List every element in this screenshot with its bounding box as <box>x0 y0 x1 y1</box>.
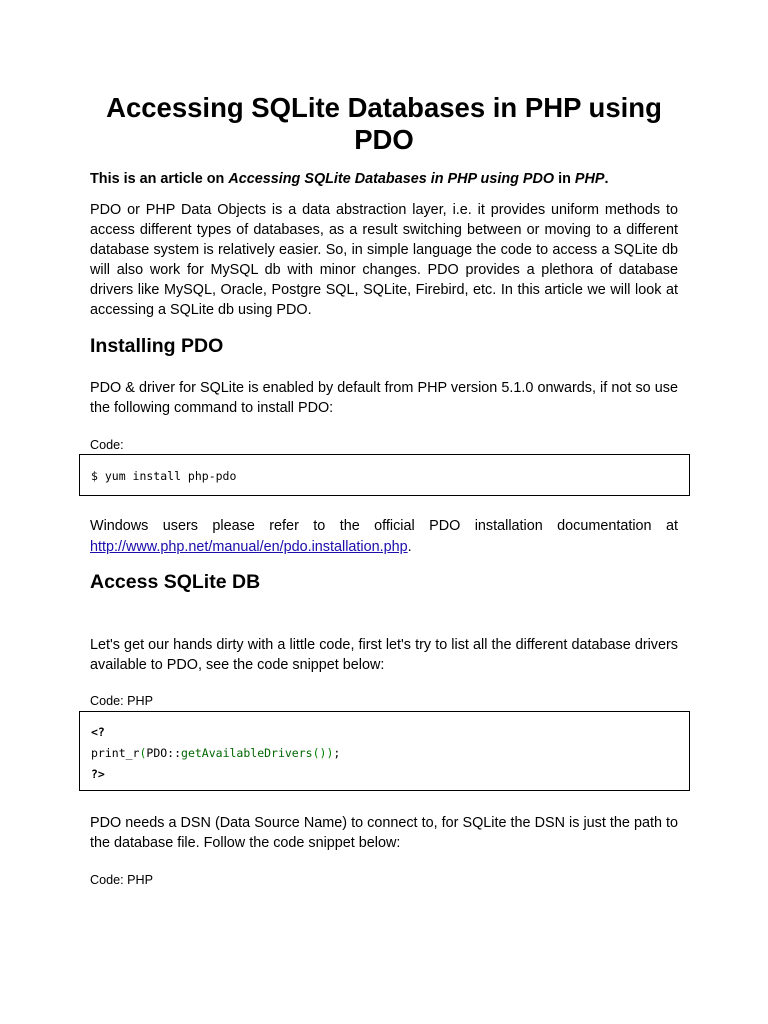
installing-paragraph: PDO & driver for SQLite is enabled by default from PHP version 5.1.0 onwards, if not so use the following command to install PDO: <box>90 380 678 416</box>
code-paren: ) <box>326 746 334 760</box>
code-label-php-1: Code: PHP <box>90 694 153 708</box>
page-title: Accessing SQLite Databases in PHP using PDO <box>106 92 662 155</box>
windows-paragraph <box>90 516 678 536</box>
php-open-tag: <? <box>91 725 105 739</box>
windows-link-line <box>90 537 678 557</box>
code-method: getAvailableDrivers <box>181 746 313 760</box>
section-heading-access-sqlite: Access SQLite DB <box>90 571 261 593</box>
code-paren: ( <box>139 746 147 760</box>
intro-middle: in <box>554 171 575 187</box>
intro-suffix: . <box>604 171 609 187</box>
code-line <box>91 743 689 764</box>
code-line: $ yum install php-pdo <box>91 469 237 483</box>
windows-text: Windows users please refer to the official PDO installation documentation at <box>90 518 678 534</box>
pdo-installation-link[interactable]: http://www.php.net/manual/en/pdo.installation.php <box>90 539 408 555</box>
code-semicolon: ; <box>333 746 341 760</box>
link-suffix: . <box>407 539 412 555</box>
code-block-drivers <box>79 711 690 791</box>
code-label-install: Code: <box>90 438 124 452</box>
intro-paragraph: PDO or PHP Data Objects is a data abstraction layer, i.e. it provides uniform methods to access different types of databases, as a result switching between or moving to a different database system is relatively easier. So, in simple language the code to access a SQLite db will also work for MySQL db with minor changes. PDO provides a plethora of database drivers like MySQL, Oracle, Postgre SQL, SQLite, Firebird, etc. In this article we will look at accessing a SQLite db using PDO. <box>90 202 678 318</box>
php-close-tag: ?> <box>91 767 105 781</box>
code-class: PDO:: <box>146 746 182 760</box>
intro-category: PHP <box>574 171 605 187</box>
code-block-install <box>79 454 690 496</box>
intro-line <box>90 170 690 188</box>
section-heading-installing-pdo: Installing PDO <box>90 335 224 357</box>
dsn-paragraph: PDO needs a DSN (Data Source Name) to connect to, for SQLite the DSN is just the path to the database file. Follow the code snippet below: <box>90 815 678 851</box>
code-paren: () <box>312 746 327 760</box>
intro-prefix: This is an article on <box>90 171 229 187</box>
access-paragraph: Let's get our hands dirty with a little code, first let's try to list all the different database drivers available to PDO, see the code snippet below: <box>90 637 678 673</box>
code-label-php-2: Code: PHP <box>90 873 153 887</box>
intro-article-name: Accessing SQLite Databases in PHP using PDO <box>228 171 555 187</box>
code-function: print_r <box>91 746 140 760</box>
